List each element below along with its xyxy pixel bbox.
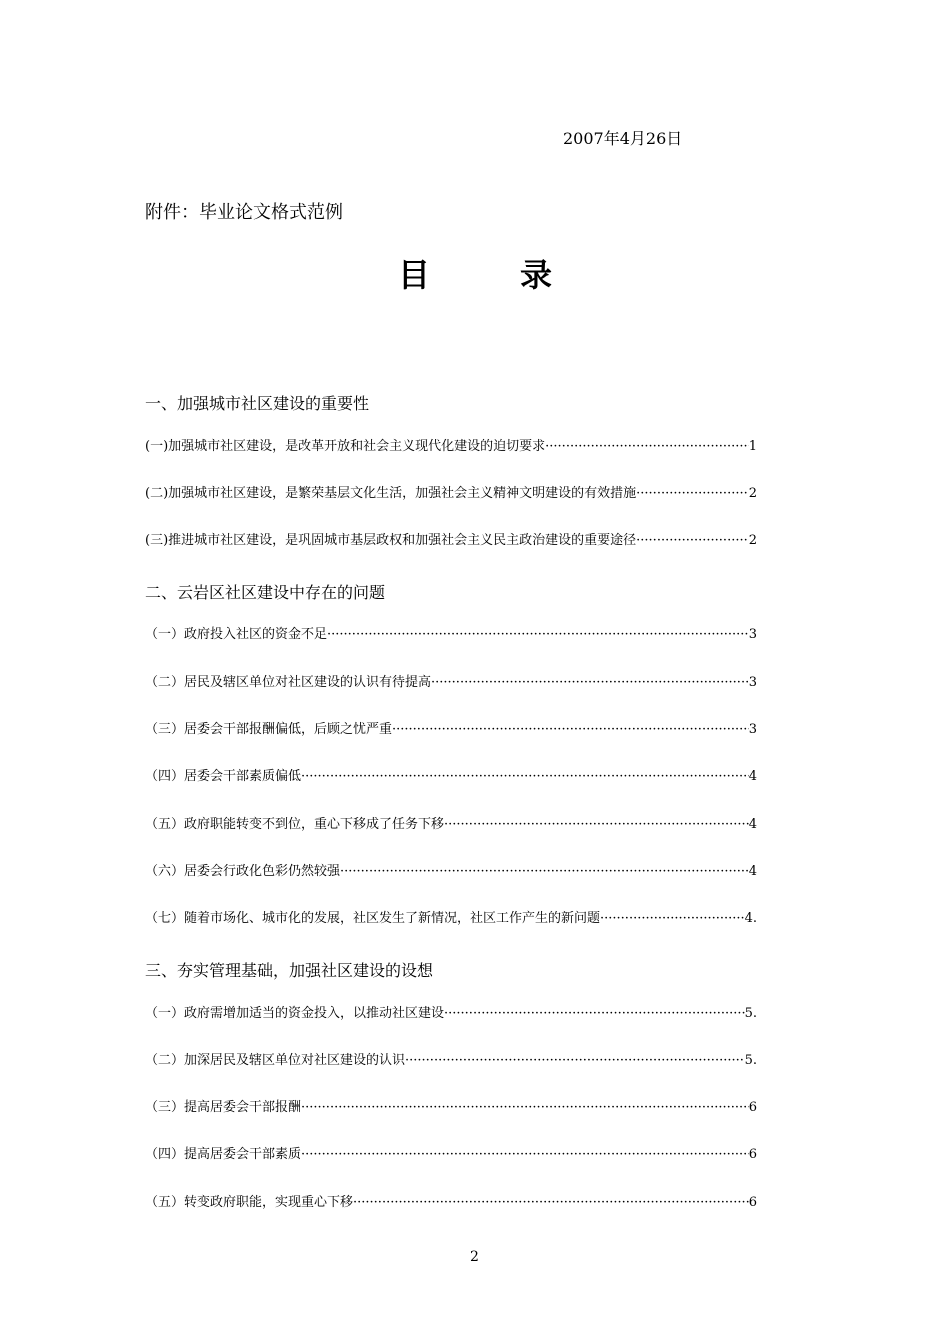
toc-entry-text: （三）提高居委会干部报酬 bbox=[145, 1100, 302, 1115]
toc-entry-text: （五）转变政府职能，实现重心下移 bbox=[145, 1195, 354, 1210]
toc-entry bbox=[145, 485, 757, 503]
toc-entry-text: （三）居委会干部报酬偏低，后顾之忧严重 bbox=[145, 722, 393, 737]
toc-entry-page: 6 bbox=[748, 1195, 757, 1210]
toc-entry-text: （二）居民及辖区单位对社区建设的认识有待提高 bbox=[145, 675, 432, 690]
toc-entry bbox=[145, 438, 757, 456]
toc-leader-dots bbox=[327, 626, 749, 644]
toc-entry-text: (一)加强城市社区建设，是改革开放和社会主义现代化建设的迫切要求 bbox=[145, 439, 546, 454]
toc-entry-page: 6 bbox=[748, 1100, 757, 1115]
toc-leader-dots bbox=[340, 863, 749, 881]
toc-entry-text: (二)加强城市社区建设，是繁荣基层文化生活，加强社会主义精神文明建设的有效措施 bbox=[145, 486, 637, 501]
toc-entry-text: （一）政府需增加适当的资金投入，以推动社区建设 bbox=[145, 1006, 445, 1021]
toc-entry bbox=[145, 863, 757, 881]
toc-entry-page: 1 bbox=[748, 439, 757, 454]
toc-leader-dots bbox=[636, 485, 749, 503]
toc-entry bbox=[145, 768, 757, 786]
toc-entry-page: 4 bbox=[748, 817, 757, 832]
toc-entry-page: 4 bbox=[748, 769, 757, 784]
toc-entry bbox=[145, 1194, 757, 1212]
toc-entry-text: （六）居委会行政化色彩仍然较强 bbox=[145, 864, 341, 879]
toc-entry-text: （七）随着市场化、城市化的发展，社区发生了新情况，社区工作产生的新问题 bbox=[145, 911, 601, 926]
toc-entry-page: 3 bbox=[748, 627, 757, 642]
toc-leader-dots bbox=[353, 1194, 749, 1212]
toc-entry bbox=[145, 1052, 757, 1070]
toc-entry bbox=[145, 1005, 757, 1023]
toc-entry bbox=[145, 532, 757, 550]
toc-entry-page: 3 bbox=[748, 675, 757, 690]
toc-entry-page: 5. bbox=[744, 1006, 757, 1021]
toc-leader-dots bbox=[405, 1052, 745, 1070]
toc-leader-dots bbox=[392, 721, 749, 739]
toc-entry-text: （一）政府投入社区的资金不足 bbox=[145, 627, 328, 642]
toc-entry-page: 4 bbox=[748, 864, 757, 879]
toc-entry-page: 4. bbox=[744, 911, 757, 926]
toc-entry-page: 3 bbox=[748, 722, 757, 737]
toc-entry-text: （四）提高居委会干部素质 bbox=[145, 1147, 302, 1162]
toc-leader-dots bbox=[431, 674, 749, 692]
toc-entry bbox=[145, 910, 757, 928]
toc-leader-dots bbox=[301, 1146, 749, 1164]
toc-leader-dots bbox=[545, 438, 749, 456]
toc-entry-page: 5. bbox=[744, 1053, 757, 1068]
toc-entry bbox=[145, 626, 757, 644]
toc-title: 目录 bbox=[398, 256, 643, 294]
page-number: 2 bbox=[470, 1249, 479, 1265]
attachment-label: 附件：毕业论文格式范例 bbox=[145, 202, 343, 223]
toc-entry-page: 2 bbox=[748, 533, 757, 548]
toc-entry-page: 6 bbox=[748, 1147, 757, 1162]
toc-entry bbox=[145, 721, 757, 739]
toc-entry bbox=[145, 1146, 757, 1164]
toc-entry-text: (三)推进城市社区建设，是巩固城市基层政权和加强社会主义民主政治建设的重要途径 bbox=[145, 533, 637, 548]
toc-entry-text: （二）加深居民及辖区单位对社区建设的认识 bbox=[145, 1053, 406, 1068]
toc-entry-text: （五）政府职能转变不到位，重心下移成了任务下移 bbox=[145, 817, 445, 832]
toc-section-heading-3: 三、夯实管理基础，加强社区建设的设想 bbox=[145, 961, 434, 980]
toc-leader-dots bbox=[301, 1099, 749, 1117]
toc-entry-text: （四）居委会干部素质偏低 bbox=[145, 769, 302, 784]
toc-leader-dots bbox=[444, 816, 749, 834]
toc-entry bbox=[145, 1099, 757, 1117]
toc-section-heading-1: 一、加强城市社区建设的重要性 bbox=[145, 394, 370, 413]
toc-leader-dots bbox=[444, 1005, 745, 1023]
toc-entry bbox=[145, 816, 757, 834]
toc-entry-page: 2 bbox=[748, 486, 757, 501]
document-date: 2007年4月26日 bbox=[563, 129, 683, 148]
toc-leader-dots bbox=[600, 910, 745, 928]
toc-entry bbox=[145, 674, 757, 692]
toc-leader-dots bbox=[636, 532, 749, 550]
toc-leader-dots bbox=[301, 768, 749, 786]
toc-section-heading-2: 二、云岩区社区建设中存在的问题 bbox=[145, 583, 386, 602]
